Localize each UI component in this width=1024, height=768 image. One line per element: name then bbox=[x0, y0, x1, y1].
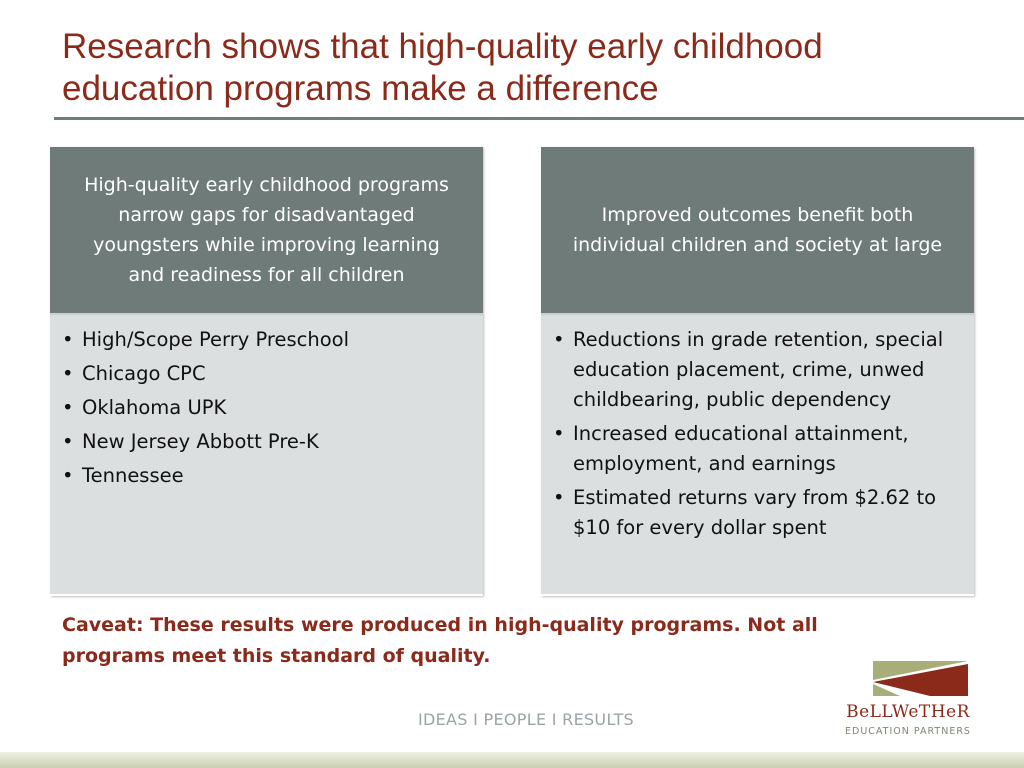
bullet-icon: • bbox=[62, 430, 74, 453]
left-bullet-list bbox=[62, 325, 465, 491]
list-item: • Increased educational attainment, employment, and earnings bbox=[553, 419, 956, 479]
bellwether-logo-icon bbox=[855, 660, 1005, 700]
list-item: • Oklahoma UPK bbox=[62, 393, 465, 423]
logo-wordmark: BeLLWeTHeR bbox=[846, 702, 970, 722]
bullet-icon: • bbox=[553, 328, 565, 351]
bullet-icon: • bbox=[62, 328, 74, 351]
footer-tagline: IDEAS I PEOPLE I RESULTS bbox=[418, 710, 634, 729]
slide-title: Research shows that high-quality early childhood education programs make a difference bbox=[62, 27, 823, 108]
right-column bbox=[541, 147, 974, 596]
right-column-header: Improved outcomes benefit both individual children and society at large bbox=[541, 147, 974, 315]
list-item: • New Jersey Abbott Pre-K bbox=[62, 427, 465, 457]
list-item: • Tennessee bbox=[62, 461, 465, 491]
left-column-body bbox=[50, 315, 483, 594]
bullet-icon: • bbox=[62, 396, 74, 419]
list-item: • Chicago CPC bbox=[62, 359, 465, 389]
left-column-header: High-quality early childhood programs narrow gaps for disadvantaged youngsters while improving learning and readiness for all children bbox=[50, 147, 483, 315]
list-item: • Estimated returns vary from $2.62 to $10 for every dollar spent bbox=[553, 483, 956, 543]
list-item: • Reductions in grade retention, special education placement, crime, unwed childbearing, public dependency bbox=[553, 325, 956, 415]
footer-band bbox=[0, 752, 1024, 768]
title-divider bbox=[54, 117, 1024, 120]
bullet-icon: • bbox=[62, 464, 74, 487]
left-column bbox=[50, 147, 483, 596]
right-column-body bbox=[541, 315, 974, 594]
list-item: • High/Scope Perry Preschool bbox=[62, 325, 465, 355]
caveat-note: Caveat: These results were produced in high-quality programs. Not all programs meet this standard of quality. bbox=[62, 614, 818, 667]
bullet-icon: • bbox=[553, 486, 565, 509]
bullet-icon: • bbox=[553, 422, 565, 445]
bullet-icon: • bbox=[62, 362, 74, 385]
logo-subtitle: EDUCATION PARTNERS bbox=[845, 726, 971, 737]
right-bullet-list bbox=[553, 325, 956, 543]
